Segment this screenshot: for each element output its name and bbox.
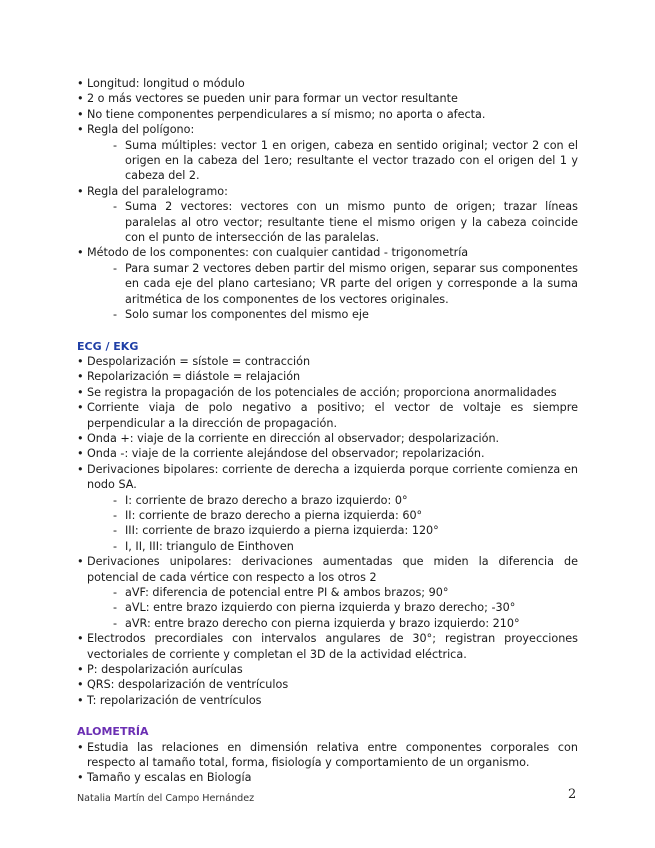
list-item-text: Regla del paralelogramo: xyxy=(87,184,228,198)
bullet-icon: • xyxy=(77,107,84,121)
alometria-heading: ALOMETRÍA xyxy=(77,725,149,739)
list-item-text: Derivaciones bipolares: corriente de derecha a izquierda porque corriente comienza en nodo SA. xyxy=(87,462,578,492)
bullet-icon: • xyxy=(77,555,84,569)
sub-list-item xyxy=(87,307,578,322)
sub-list-item-text: I: corriente de brazo derecho a brazo izquierdo: 0° xyxy=(125,493,408,507)
dash-icon: - xyxy=(113,524,118,538)
list-item xyxy=(77,369,578,384)
dash-icon: - xyxy=(113,493,118,507)
bullet-icon: • xyxy=(77,77,84,90)
dash-icon: - xyxy=(113,586,118,599)
list-item-text: Longitud: longitud o módulo xyxy=(87,77,245,90)
bullet-icon: • xyxy=(77,678,84,692)
list-item-text: Corriente viaja de polo negativo a positivo; el vector de voltaje es siempre perpendicular a la dirección de propagación. xyxy=(87,401,578,430)
bullet-icon: • xyxy=(77,693,84,707)
bullet-icon: • xyxy=(77,385,84,399)
list-item xyxy=(77,446,578,461)
bullet-icon: • xyxy=(77,92,84,106)
list-item-text: Despolarización = sístole = contracción xyxy=(87,354,311,368)
sub-list xyxy=(87,138,578,184)
bullet-icon: • xyxy=(77,401,84,415)
sub-list-item xyxy=(87,539,578,554)
list-item xyxy=(77,631,578,662)
sub-list-item-text: Suma 2 vectores: vectores con un mismo punto de origen; trazar líneas paralelas al otro vector; resultante tiene el mismo origen y la cabeza coincide con el punto de intersección de las paralelas. xyxy=(125,200,578,245)
list-item-text: Onda +: viaje de la corriente en dirección al observador; despolarización. xyxy=(87,431,500,445)
vectors-list xyxy=(77,76,578,323)
dash-icon: - xyxy=(113,601,118,615)
bullet-icon: • xyxy=(77,246,84,260)
sub-list-item xyxy=(87,199,578,245)
ecg-list xyxy=(77,354,578,708)
dash-icon: - xyxy=(113,200,118,214)
page-number: 2 xyxy=(568,787,577,802)
dash-icon: - xyxy=(113,616,118,630)
list-item-text: Onda -: viaje de la corriente alejándose del observador; repolarización. xyxy=(87,447,485,461)
list-item-text: Tamaño y escalas en Biología xyxy=(87,771,252,785)
list-item-text: Regla del polígono: xyxy=(87,123,195,137)
list-item xyxy=(77,91,578,106)
bullet-icon: • xyxy=(77,447,84,461)
list-item xyxy=(77,740,578,771)
sub-list-item-text: III: corriente de brazo izquierdo a pierna izquierda: 120° xyxy=(125,524,439,538)
bullet-icon: • xyxy=(77,184,84,198)
bullet-icon: • xyxy=(77,123,84,137)
list-item-text: Estudia las relaciones en dimensión relativa entre componentes corporales con respecto al tamaño total, forma, fisiología y comportamiento de un organismo. xyxy=(87,740,578,770)
list-item xyxy=(77,122,578,184)
sub-list-item xyxy=(87,508,578,523)
alometria-list xyxy=(77,740,578,786)
sub-list-item xyxy=(87,261,578,307)
bullet-icon: • xyxy=(77,632,84,646)
list-item xyxy=(77,400,578,431)
ecg-heading: ECG / EKG xyxy=(77,339,139,353)
sub-list-item-text: II: corriente de brazo derecho a pierna izquierda: 60° xyxy=(125,508,423,522)
sub-list-item-text: aVF: diferencia de potencial entre PI & ambos brazos; 90° xyxy=(125,586,449,599)
list-item-text: QRS: despolarización de ventrículos xyxy=(87,678,289,692)
dash-icon: - xyxy=(113,138,118,152)
sub-list-item-text: Suma múltiples: vector 1 en origen, cabeza en sentido original; vector 2 con el origen en la cabeza del 1ero; resultante el vector trazado con el origen del 1 y cabeza del 2. xyxy=(125,138,578,183)
dash-icon: - xyxy=(113,508,118,522)
bullet-icon: • xyxy=(77,431,84,445)
sub-list-item-text: aVR: entre brazo derecho con pierna izquierda y brazo izquierdo: 210° xyxy=(125,616,520,630)
sub-list-item xyxy=(87,523,578,538)
sub-list-item xyxy=(87,616,578,631)
list-item xyxy=(77,677,578,692)
sub-list xyxy=(87,199,578,245)
list-item-text: Se registra la propagación de los potenciales de acción; proporciona anormalidades xyxy=(87,385,557,399)
list-item xyxy=(77,354,578,369)
list-item xyxy=(77,107,578,122)
list-item xyxy=(77,76,578,91)
list-item xyxy=(77,554,578,631)
list-item xyxy=(77,431,578,446)
list-item-text: No tiene componentes perpendiculares a sí mismo; no aporta o afecta. xyxy=(87,107,486,121)
sub-list-item-text: Solo sumar los componentes del mismo eje xyxy=(125,308,369,322)
list-item-text: Método de los componentes: con cualquier cantidad - trigonometría xyxy=(87,246,469,260)
sub-list xyxy=(87,585,578,631)
list-item-text: 2 o más vectores se pueden unir para formar un vector resultante xyxy=(87,92,458,106)
dash-icon: - xyxy=(113,308,118,322)
bullet-icon: • xyxy=(77,354,84,368)
list-item xyxy=(77,184,578,246)
footer-author: Natalia Martín del Campo Hernández xyxy=(77,793,255,804)
bullet-icon: • xyxy=(77,462,84,476)
bullet-icon: • xyxy=(77,740,84,754)
list-item xyxy=(77,770,578,785)
list-item xyxy=(77,662,578,677)
page-content xyxy=(77,76,578,786)
list-item-text: Repolarización = diástole = relajación xyxy=(87,370,301,384)
dash-icon: - xyxy=(113,539,118,553)
list-item-text: P: despolarización aurículas xyxy=(87,663,243,677)
list-item-text: T: repolarización de ventrículos xyxy=(87,693,262,707)
list-item xyxy=(77,245,578,322)
list-item xyxy=(77,693,578,708)
sub-list-item-text: aVL: entre brazo izquierdo con pierna izquierda y brazo derecho; -30° xyxy=(125,601,516,615)
list-item-text: Derivaciones unipolares: derivaciones aumentadas que miden la diferencia de potencial de cada vértice con respecto a los otros 2 xyxy=(87,555,578,584)
sub-list-item xyxy=(87,600,578,615)
list-item xyxy=(77,385,578,400)
sub-list-item-text: Para sumar 2 vectores deben partir del mismo origen, separar sus componentes en cada eje del plano cartesiano; VR parte del origen y corresponde a la suma aritmética de los componentes de los vectores originales. xyxy=(125,261,578,306)
sub-list-item-text: I, II, III: triangulo de Einthoven xyxy=(125,539,294,553)
sub-list xyxy=(87,493,578,555)
list-item-text: Electrodos precordiales con intervalos angulares de 30°; registran proyecciones vectoriales de corriente y completan el 3D de la actividad eléctrica. xyxy=(87,632,578,661)
sub-list xyxy=(87,261,578,323)
bullet-icon: • xyxy=(77,663,84,677)
sub-list-item xyxy=(87,138,578,184)
bullet-icon: • xyxy=(77,771,84,785)
sub-list-item xyxy=(87,585,578,600)
dash-icon: - xyxy=(113,261,118,275)
list-item xyxy=(77,462,578,554)
bullet-icon: • xyxy=(77,370,84,384)
sub-list-item xyxy=(87,493,578,508)
